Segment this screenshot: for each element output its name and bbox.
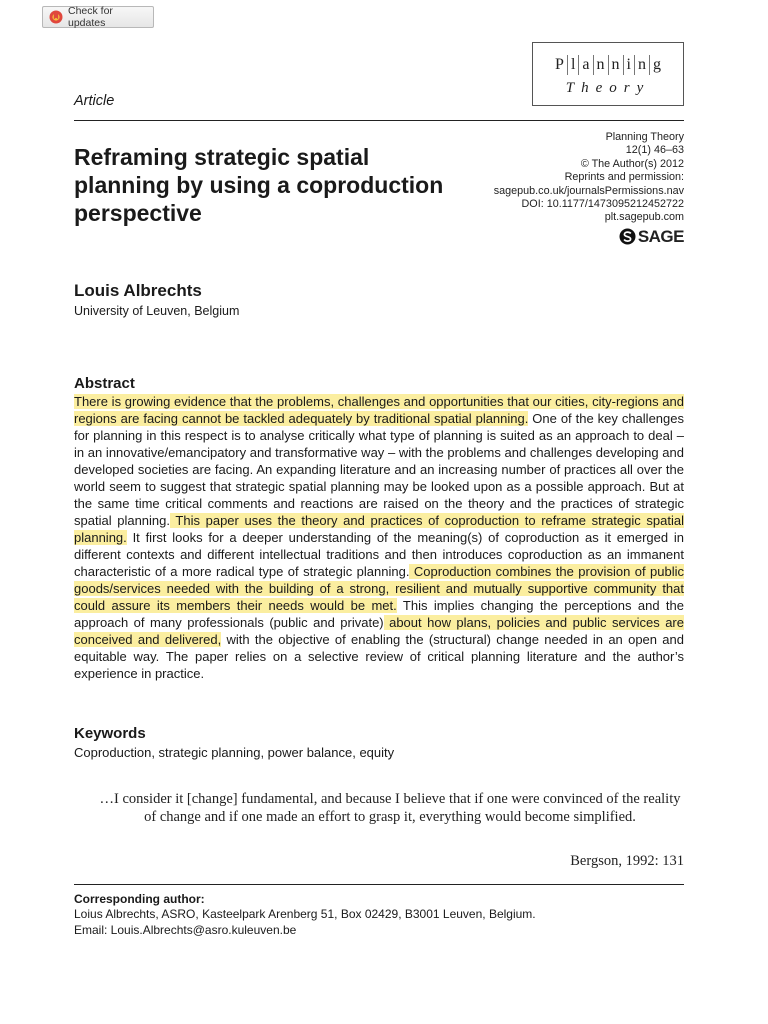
abstract-highlight: about how plans, policies and public services are conceived and delivered, bbox=[74, 615, 684, 647]
journal-name: Planning Theory bbox=[605, 131, 684, 143]
logo-letter: a bbox=[578, 55, 592, 75]
sage-logo-text: SAGE bbox=[637, 226, 684, 246]
abstract-highlight: Coproduction combines the provision of public goods/services needed with the building of a strong, resilient and mutually supportive community that could assure its members their needs would be met. bbox=[74, 564, 684, 613]
corresponding-author-email[interactable]: Email: Louis.Albrechts@asro.kuleuven.be bbox=[74, 923, 297, 937]
header-divider bbox=[74, 120, 684, 121]
footnote-divider bbox=[74, 884, 684, 885]
logo-letter: n bbox=[593, 55, 608, 75]
logo-letter: P bbox=[555, 56, 564, 73]
epigraph-attribution: Bergson, 1992: 131 bbox=[570, 853, 684, 869]
journal-site-link[interactable]: plt.sagepub.com bbox=[604, 211, 684, 224]
check-for-updates-label: Check for updates bbox=[68, 5, 113, 29]
publication-meta bbox=[494, 131, 684, 245]
journal-logo bbox=[532, 42, 684, 106]
reprints-label: Reprints and permission: bbox=[564, 171, 684, 184]
author-name: Louis Albrechts bbox=[74, 281, 202, 300]
logo-letter: g bbox=[649, 55, 664, 75]
article-title: Reframing strategic spatial planning by using a coproduction perspective bbox=[74, 144, 444, 226]
reprints-link[interactable]: sagepub.co.uk/journalsPermissions.nav bbox=[493, 184, 684, 197]
issue-pages: 12(1) 46–63 bbox=[625, 144, 684, 157]
journal-logo-letters bbox=[533, 55, 683, 75]
sage-logo bbox=[494, 228, 684, 245]
abstract-highlight: This paper uses the theory and practices of coproduction to reframe strategic spatial planning. bbox=[74, 513, 684, 545]
abstract-highlight: There is growing evidence that the problems, challenges and opportunities that our cities, city-regions and regions are facing cannot be tackled adequately by traditional spatial planning. bbox=[74, 394, 684, 426]
check-for-updates-button[interactable] bbox=[42, 6, 154, 28]
sage-logo-icon bbox=[619, 228, 636, 245]
logo-letter: i bbox=[623, 55, 634, 75]
logo-letter: n bbox=[608, 55, 623, 75]
abstract-text-segment: This implies changing the perceptions and the approach of many professionals (public and private) bbox=[74, 598, 685, 630]
corresponding-author-address: Loius Albrechts, ASRO, Kasteelpark Arenberg 51, Box 02429, B3001 Leuven, Belgium. bbox=[74, 907, 536, 921]
copyright: © The Author(s) 2012 bbox=[580, 157, 684, 170]
article-type: Article bbox=[74, 93, 115, 109]
abstract-text-segment: with the objective of enabling the (structural) change needed in an open and equitable way. The paper relies on a selective review of critical planning literature and the author’s experience in practice. bbox=[74, 632, 684, 681]
epigraph-quote: …I consider it [change] fundamental, and because I believe that if one were convinced of the reality of change and if one made an effort to grasp it, everything would become simplified. bbox=[99, 791, 681, 825]
logo-letter: n bbox=[634, 55, 649, 75]
journal-logo-subtitle: Theory bbox=[565, 80, 651, 96]
corresponding-author-heading: Corresponding author: bbox=[74, 892, 205, 906]
abstract-text-segment: One of the key challenges for planning in this respect is to analyse critically what type of planning is suited as an approach to deal – in an innovative/emancipatory and transformative way – with the problems and challenges developing and developed societies are facing. An expanding literature and an increasing number of practices all over the world seem to suggest that strategic spatial planning may be looked upon as a possible approach. But at the same time critical comments and reactions are raised on the theory and the practices of strategic spatial planning. bbox=[74, 411, 684, 528]
abstract-text-segment: It first looks for a deeper understanding of the meaning(s) of coproduction as it emerged in different contexts and different intellectual traditions and then introduces coproduction as an immanent characteristic of a more radical type of strategic planning. bbox=[74, 530, 684, 579]
author-affiliation: University of Leuven, Belgium bbox=[74, 304, 240, 318]
abstract-heading: Abstract bbox=[74, 375, 135, 392]
keywords-list: Coproduction, strategic planning, power balance, equity bbox=[74, 745, 395, 760]
abstract-body bbox=[74, 393, 684, 682]
check-updates-icon bbox=[49, 10, 63, 24]
doi-link[interactable]: DOI: 10.1177/1473095212452722 bbox=[521, 198, 684, 211]
keywords-heading: Keywords bbox=[74, 725, 146, 742]
logo-letter: l bbox=[567, 55, 578, 75]
